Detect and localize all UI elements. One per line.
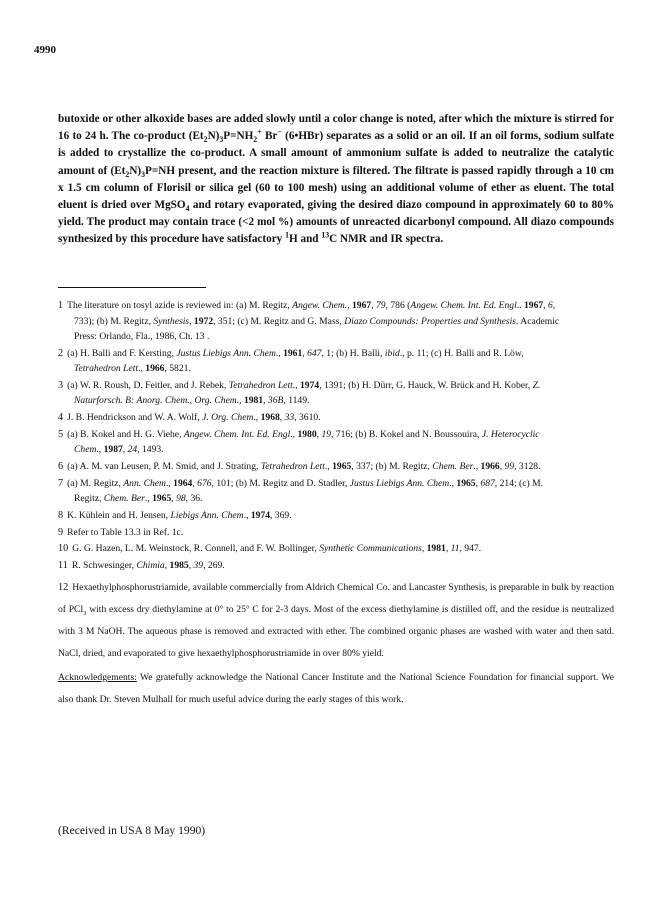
body-paragraph: butoxide or other alkoxide bases are added slowly until a color change is noted, after which the mixture is stirred for 16 to 24 h. The co-product $(Et_2N)_3P=NH_2^+$ Br− (6•HBr) separates as a solid or an oil. If an oil forms, sodium sulfate is added to crystallize the co-product. A small amount of ammonium sulfate is added to neutralize the catalytic amount of $(Et_2N)_3P=NH$ present, and the reaction mixture is filtered. The filtrate is passed rapidly through a 10 cm x 1.5 cm column of Florisil or silica gel (60 to 100 mesh) using an additional volume of ether as eluent. The total eluent is dried over MgSO$_4$ and rotary evaporated, giving the desired diazo compound in approximately 60 to 80% yield. The product may contain trace (<2 mol %) amounts of unreacted dicarbonyl compound. All diazo compounds synthesized by this procedure have satisfactory $^1$H and $^{13}$C NMR and IR spectra. — [58, 113, 615, 246]
footnote-11: 11 R. Schwesinger, Chimia, 1985, 39, 269. — [58, 559, 225, 571]
footnote-6: 6 (a) A. M. van Leusen, P. M. Smid, and J. Strating, Tetrahedron Lett., 1965, 337; (b) M. Regitz, Chem. Ber., 1966, 99, 3128. — [58, 460, 541, 472]
footnote-5: 5 (a) B. Kokel and H. G. Viehe, Angew. Chem. Int. Ed. Engl., 1980, 19, 716; (b) B. Kokel and N. Boussouira, J. Heterocyclic Chem., 1987, 24, 1493. — [58, 428, 540, 456]
footnote-number: 10 — [58, 543, 69, 555]
footnote-1: 1 The literature on tosyl azide is reviewed in: (a) M. Regitz, Angew. Chem., 1967, 79, 786 (Angew. Chem. Int. Ed. Engl.. 1967, 6, 733); (b) M. Regitz, Synthesis, 1972, 351; (c) M. Regitz and G. Mass, Diazo Compounds: Properties and Synthesis. Academic Press: Orlando, Fla., 1986, Ch. 13 . — [58, 300, 560, 342]
footnote-7: 7 (a) M. Regitz, Ann. Chem., 1964, 676, 101; (b) M. Regitz and D. Stadler, Justus Liebigs Ann. Chem., 1965, 687, 214; (c) M. Regitz, Chem. Ber., 1965, 98, 36. — [58, 477, 544, 505]
acknowledgements-label: Acknowledgements: — [58, 671, 137, 683]
footnote-rule — [58, 287, 206, 288]
footnotes — [58, 298, 614, 711]
received-date: (Received in USA 8 May 1990) — [58, 824, 206, 837]
acknowledgements: Acknowledgements: We gratefully acknowledge the National Cancer Institute and the National Science Foundation for financial support. We also thank Dr. Steven Mulhall for much useful advice during the early stages of this work. — [58, 671, 614, 705]
footnote-number: 4 — [58, 412, 64, 424]
footnote-9: 9 Refer to Table 13.3 in Ref. 1c. — [58, 526, 184, 538]
footnote-10: 10 G. G. Hazen, L. M. Weinstock, R. Connell, and F. W. Bollinger, Synthetic Communications, 1981, 11, 947. — [58, 543, 482, 555]
footnote-number: 2 — [58, 347, 64, 359]
footnote-12: 12 Hexaethylphosphorustriamide, available commercially from Aldrich Chemical Co. and Lancaster Synthesis, is preparable in bulk by reaction of PCl$_3$ with excess dry diethylamine at 0° to 25° C for 2-3 days. Most of the excess diethylamine is distilled off, and the residue is neutralized with 3 M NaOH. The aqueous phase is removed and extracted with ether. The combined organic phases are washed with water and then satd. NaCl, dried, and evaporated to give hexaethylphosphorustriamide in over 80% yield. — [58, 582, 614, 660]
footnote-number: 3 — [58, 379, 64, 391]
footnote-number: 12 — [58, 582, 69, 594]
footnote-number: 7 — [58, 477, 64, 489]
footnote-number: 9 — [58, 526, 64, 538]
footnote-number: 1 — [58, 300, 64, 311]
footnote-number: 6 — [58, 460, 64, 472]
footnote-8: 8 K. Kühlein and H. Jensen, Liebigs Ann. Chem., 1974, 369. — [58, 509, 292, 521]
footnote-3: 3 (a) W. R. Roush, D. Feitler, and J. Rebek, Tetrahedron Lett., 1974, 1391; (b) H. Dürr, G. Hauck, W. Brück and H. Kober, Z. Naturforsch. B: Anorg. Chem., Org. Chem., 1981, 36B, 1149. — [58, 379, 541, 407]
footnote-number: 8 — [58, 509, 64, 521]
footnote-number: 5 — [58, 428, 64, 440]
footnote-number: 11 — [58, 559, 68, 571]
page-number: 4990 — [34, 44, 56, 56]
footnote-4: 4 J. B. Hendrickson and W. A. Wolf, J. Org. Chem., 1968, 33, 3610. — [58, 412, 321, 424]
footnote-2: 2 (a) H. Balli and F. Kersting, Justus Liebigs Ann. Chem., 1961, 647, 1; (b) H. Balli, ibid., p. 11; (c) H. Balli and R. Löw, Tetrahedron Lett., 1966, 5821. — [58, 347, 524, 375]
